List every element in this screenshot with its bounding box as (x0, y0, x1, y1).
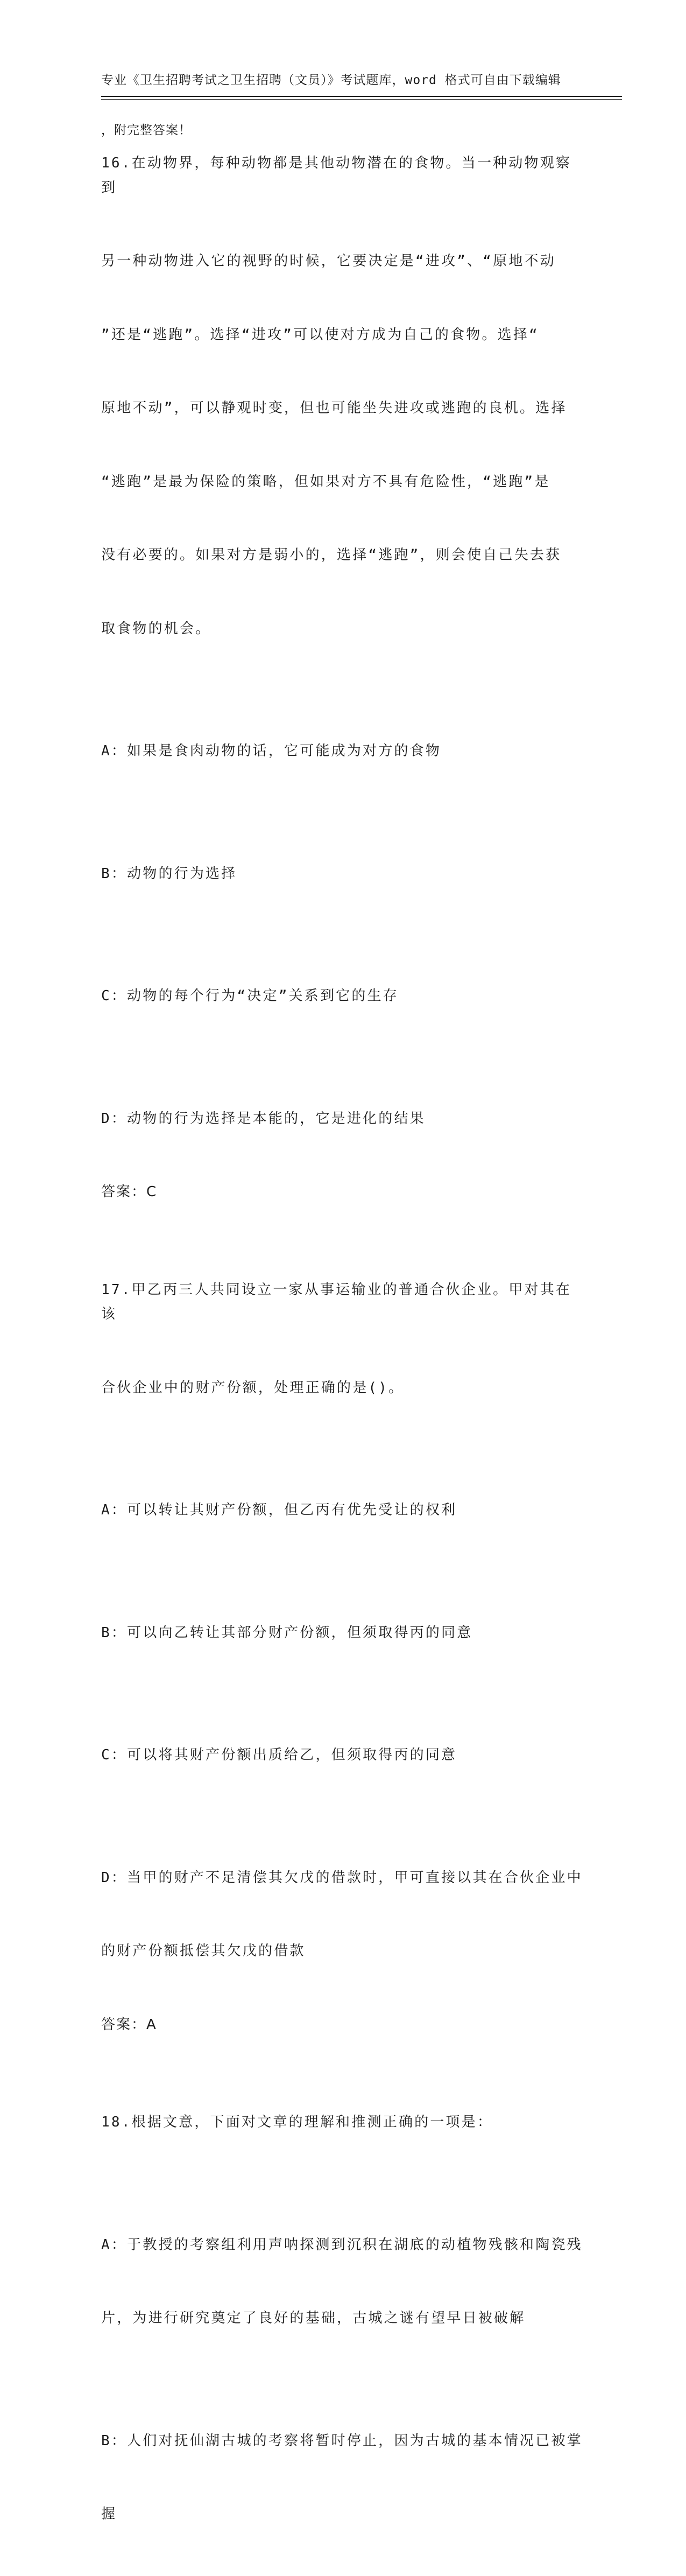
question-text-line: 16.在动物界，每种动物都是其他动物潜在的食物。当一种动物观察到 (101, 155, 572, 196)
option-d (101, 1817, 585, 2013)
question-text (101, 1229, 585, 1450)
question-18 (101, 2061, 585, 2576)
option-a (101, 1449, 585, 1572)
option-a (101, 690, 585, 813)
questions-list (101, 102, 585, 2576)
question-text-line: 原地不动”，可以静观时变，但也可能坐失进攻或逃跑的良机。选择 (101, 400, 567, 416)
question-text-line: 17.甲乙丙三人共同设立一家从事运输业的普通合伙企业。甲对其在该 (101, 1281, 572, 1322)
question-text (101, 2061, 585, 2184)
option-line: D：当甲的财产不足清偿其欠戊的借款时，甲可直接以其在合伙企业中 (101, 1869, 583, 1886)
option-line: A：可以转让其财产份额，但乙丙有优先受让的权利 (101, 1502, 457, 1518)
spacer (101, 1205, 585, 1229)
option-line: 握 (101, 2506, 117, 2522)
header-line-1: 专业《卫生招聘考试之卫生招聘（文员）》考试题库，word 格式可自由下载编辑 (101, 73, 561, 87)
question-16 (101, 102, 585, 1205)
option-line: C：动物的每个行为“决定”关系到它的生存 (101, 988, 399, 1004)
option-c (101, 1694, 585, 1817)
header-divider-thick (101, 96, 622, 97)
option-line: A：如果是食肉动物的话，它可能成为对方的食物 (101, 743, 442, 759)
option-line: B：动物的行为选择 (101, 865, 237, 882)
question-text-line: ”还是“逃跑”。选择“进攻”可以使对方成为自己的食物。选择“ (101, 326, 539, 343)
option-a (101, 2184, 585, 2380)
question-text-line: 18.根据文意，下面对文章的理解和推测正确的一项是： (101, 2114, 493, 2130)
question-text (101, 102, 585, 690)
option-line: A：于教授的考察组利用声呐探测到沉积在湖底的动植物残骸和陶瓷残 (101, 2236, 583, 2253)
option-b (101, 2380, 585, 2576)
answer-label: 答案：C (101, 1184, 158, 1200)
question-text-line: 取食物的机会。 (101, 620, 211, 637)
option-line: B：人们对抚仙湖古城的考察将暂时停止，因为古城的基本情况已被掌 (101, 2432, 583, 2449)
question-text-line: 另一种动物进入它的视野的时候，它要决定是“进攻”、“原地不动 (101, 253, 556, 269)
option-line: 的财产份额抵偿其欠戊的借款 (101, 1943, 306, 1959)
option-b (101, 813, 585, 936)
option-d (101, 1058, 585, 1181)
header-line-2: ，附完整答案！ (101, 123, 192, 137)
option-line: 片，为进行研究奠定了良好的基础，古城之谜有望早日被破解 (101, 2310, 526, 2326)
option-b (101, 1572, 585, 1695)
option-c (101, 935, 585, 1058)
header-divider-thin (101, 99, 622, 100)
question-17 (101, 1229, 585, 2038)
spacer (101, 2037, 585, 2061)
answer-label: 答案：A (101, 2016, 157, 2033)
option-line: C：可以将其财产份额出质给乙，但须取得丙的同意 (101, 1747, 457, 1763)
question-text-line: 合伙企业中的财产份额，处理正确的是()。 (101, 1379, 405, 1396)
question-text-line: “逃跑”是最为保险的策略，但如果对方不具有危险性，“逃跑”是 (101, 473, 550, 490)
option-line: D：动物的行为选择是本能的，它是进化的结果 (101, 1110, 426, 1127)
option-line: B：可以向乙转让其部分财产份额，但须取得丙的同意 (101, 1624, 473, 1641)
question-text-line: 没有必要的。如果对方是弱小的，选择“逃跑”，则会使自己失去获 (101, 547, 562, 563)
